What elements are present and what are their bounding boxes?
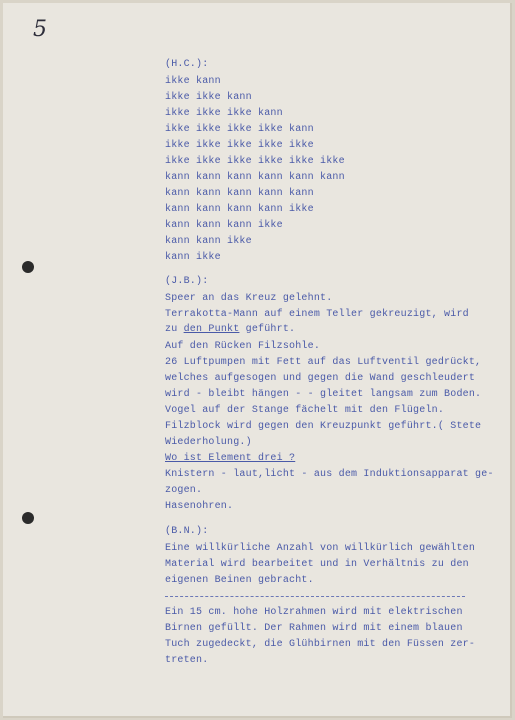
jb-line: Terrakotta-Mann auf einem Teller gekreuzigt, wird <box>165 309 469 320</box>
hc-line: ikke ikke ikke kann <box>165 108 283 119</box>
hc-line: ikke ikke ikke ikke kann <box>165 124 314 135</box>
jb-line: Vogel auf der Stange fächelt mit den Flügeln. <box>165 405 445 416</box>
section-heading-jb: (J.B.): <box>165 276 209 287</box>
document-page <box>3 3 512 718</box>
bn-line: Material wird bearbeitet und in Verhältnis zu den <box>165 559 469 570</box>
jb-line-prefix: zu <box>165 324 184 335</box>
jb-line: 26 Luftpumpen mit Fett auf das Luftventil gedrückt, <box>165 357 482 368</box>
final-line: treten. <box>165 655 209 666</box>
jb-line: zogen. <box>165 485 203 496</box>
hc-line: kann kann kann kann kann <box>165 188 314 199</box>
hc-line: ikke ikke kann <box>165 92 252 103</box>
punch-hole-top <box>22 261 34 273</box>
final-line: Tuch zugedeckt, die Glühbirnen mit den Füssen zer- <box>165 639 476 650</box>
hc-line: kann kann kann ikke <box>165 220 283 231</box>
jb-line: Auf den Rücken Filzsohle. <box>165 341 321 352</box>
hc-line: ikke ikke ikke ikke ikke <box>165 140 314 151</box>
hc-line: ikke ikke ikke ikke ikke ikke <box>165 156 345 167</box>
hc-line: kann kann kann kann ikke <box>165 204 314 215</box>
jb-line-underlined <box>165 324 295 336</box>
jb-line-underlined-question: Wo ist Element drei ? <box>165 453 296 464</box>
jb-line-suffix: geführt. <box>239 324 296 335</box>
jb-line: Knistern - laut,licht - aus dem Induktionsapparat ge- <box>165 469 494 480</box>
punch-hole-bottom <box>22 512 34 524</box>
jb-line: Hasenohren. <box>165 501 234 512</box>
page-number: 5 <box>33 17 47 42</box>
jb-line: wird - bleibt hängen - - gleitet langsam zum Boden. <box>165 389 482 400</box>
jb-line: Wiederholung.) <box>165 437 252 448</box>
jb-line: Filzblock wird gegen den Kreuzpunkt geführt.( Stete <box>165 421 482 432</box>
hc-line: ikke kann <box>165 76 221 87</box>
hc-line: kann ikke <box>165 252 221 263</box>
jb-line: Speer an das Kreuz gelehnt. <box>165 293 333 304</box>
hc-line: kann kann kann kann kann kann <box>165 172 345 183</box>
bn-line: Eine willkürliche Anzahl von willkürlich gewählten <box>165 543 476 554</box>
hc-line: kann kann ikke <box>165 236 252 247</box>
dashed-divider <box>165 596 465 597</box>
final-line: Ein 15 cm. hohe Holzrahmen wird mit elektrischen <box>165 607 463 618</box>
jb-line: welches aufgesogen und gegen die Wand geschleudert <box>165 373 476 384</box>
section-heading-hc: (H.C.): <box>165 59 209 70</box>
section-heading-bn: (B.N.): <box>165 526 209 537</box>
underlined-phrase: den Punkt <box>183 324 240 335</box>
bn-line: eigenen Beinen gebracht. <box>165 575 314 586</box>
final-line: Birnen gefüllt. Der Rahmen wird mit einem blauen <box>165 623 463 634</box>
